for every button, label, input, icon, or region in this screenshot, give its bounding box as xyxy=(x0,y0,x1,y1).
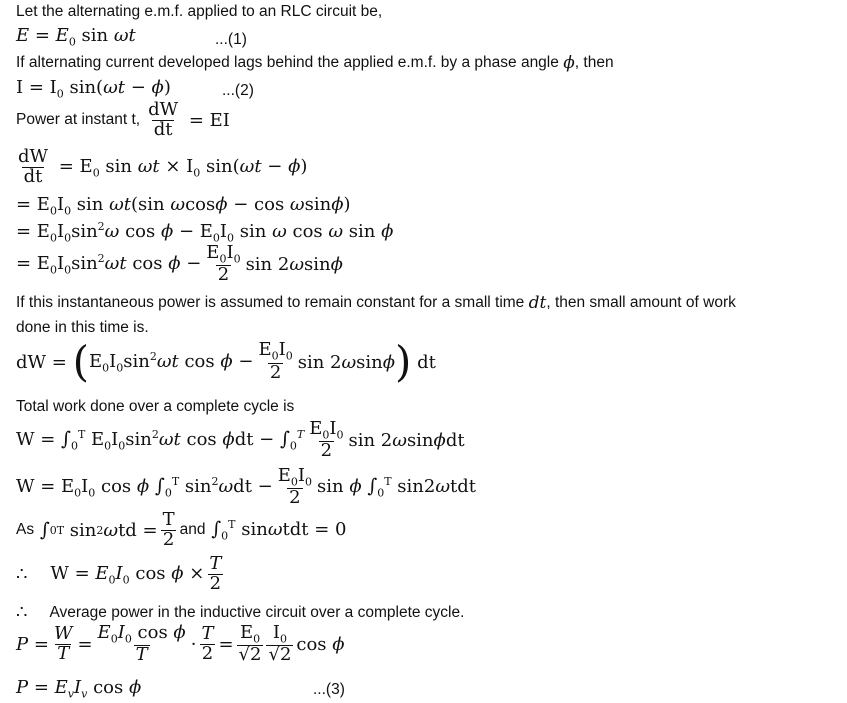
lag-text-main: If alternating current developed lags behind the applied e.m.f. by a phase angle xyxy=(16,54,559,71)
constant-text xyxy=(16,293,736,313)
phi-symbol: ϕ xyxy=(563,53,575,73)
work-result: ∴ $W = E_0I_0$ cos ϕ × $\frac{T}{2}$ xyxy=(16,553,222,594)
work-equation-2: $W = E_0I_0$ cos ϕ $\int_0^T$ $\sin^2\omega dt$ − $\frac{E_0I_0}{2}$ sin ϕ $\int_0^T$ sin2ωtdt xyxy=(16,465,477,509)
and-text: and xyxy=(179,521,206,539)
power-equation: P = $\frac{W}{T}$ = $\frac{E_0I_0 \cos \phi}{T}$ · $\frac{T}{2}$ = $\frac{E_0}{√2}$ $\frac{I_0}{√2}$ cos ϕ xyxy=(16,622,345,666)
expansion-3: = $E_0I_0\sin^2\omega t$ cos ϕ − $\frac{E_0I_0}{2}$ sin 2ωsinϕ xyxy=(16,242,343,286)
intro-text: Let the alternating e.m.f. applied to an RLC circuit be, xyxy=(16,3,383,20)
average-power-label: Average power in the inductive circuit over a complete cycle. xyxy=(49,603,465,621)
dt-symbol: dt xyxy=(528,293,547,313)
equation-3-label: ...(3) xyxy=(313,681,345,698)
power-instant: Power at instant t, $\frac{dW}{dt}$ = EI xyxy=(16,99,230,140)
equation-1-label: ...(1) xyxy=(215,31,247,48)
constant-text-a: If this instantaneous power is assumed to remain constant for a small time xyxy=(16,294,525,311)
as-text: As xyxy=(16,521,35,539)
dw-dt-equation: $\frac{dW}{dt}$ = $E_0$ $\sin \omega t \times I_0$ sin(ωt − ϕ) xyxy=(18,146,308,187)
equation-2-label: ...(2) xyxy=(222,82,254,99)
expansion-1: = $E_0I_0$ sin ωt(sin ωcosϕ − cos ωsinϕ) xyxy=(16,194,351,218)
total-work-text: Total work done over a complete cycle is xyxy=(16,398,295,415)
work-equation-1: $W = \int_0^T$ $E_0I_0\sin^2\omega t$ $\cos \phi dt - \int_0^T$ $\frac{E_0I_0}{2}$ sin 2ωsinϕdt xyxy=(16,418,465,462)
lag-text xyxy=(16,53,614,73)
integral-identity: As ∫ 0 T sin 2 ω td = $\frac{T}{2}$ and $\int_0^T$ sinωtdt = 0 xyxy=(16,509,347,550)
power-text: Power at instant t, xyxy=(16,111,141,129)
equation-1: $E = E_0$ sin ωt xyxy=(16,25,136,49)
lag-text-then: , then xyxy=(574,54,614,71)
equation-3: $P = E_vI_v$ cos ϕ xyxy=(16,677,142,701)
constant-text-c: done in this time is. xyxy=(16,319,149,336)
constant-text-b: , then small amount of work xyxy=(546,294,736,311)
equation-2: $I = I_0$ sin(ωt − ϕ) xyxy=(16,77,171,101)
average-power-text xyxy=(16,602,464,623)
expansion-2: = $E_0I_0\sin^2\omega$ $\cos \phi - E_0I_0$ sin ω cos ω sin ϕ xyxy=(16,220,394,245)
therefore-symbol-1: ∴ xyxy=(16,563,28,585)
dw-equation: dW = ( $E_0I_0\sin^2\omega t$ cos ϕ − $\frac{E_0I_0}{2}$ sin 2ωsinϕ ) dt xyxy=(16,337,436,386)
therefore-symbol-2: ∴ xyxy=(16,602,28,623)
